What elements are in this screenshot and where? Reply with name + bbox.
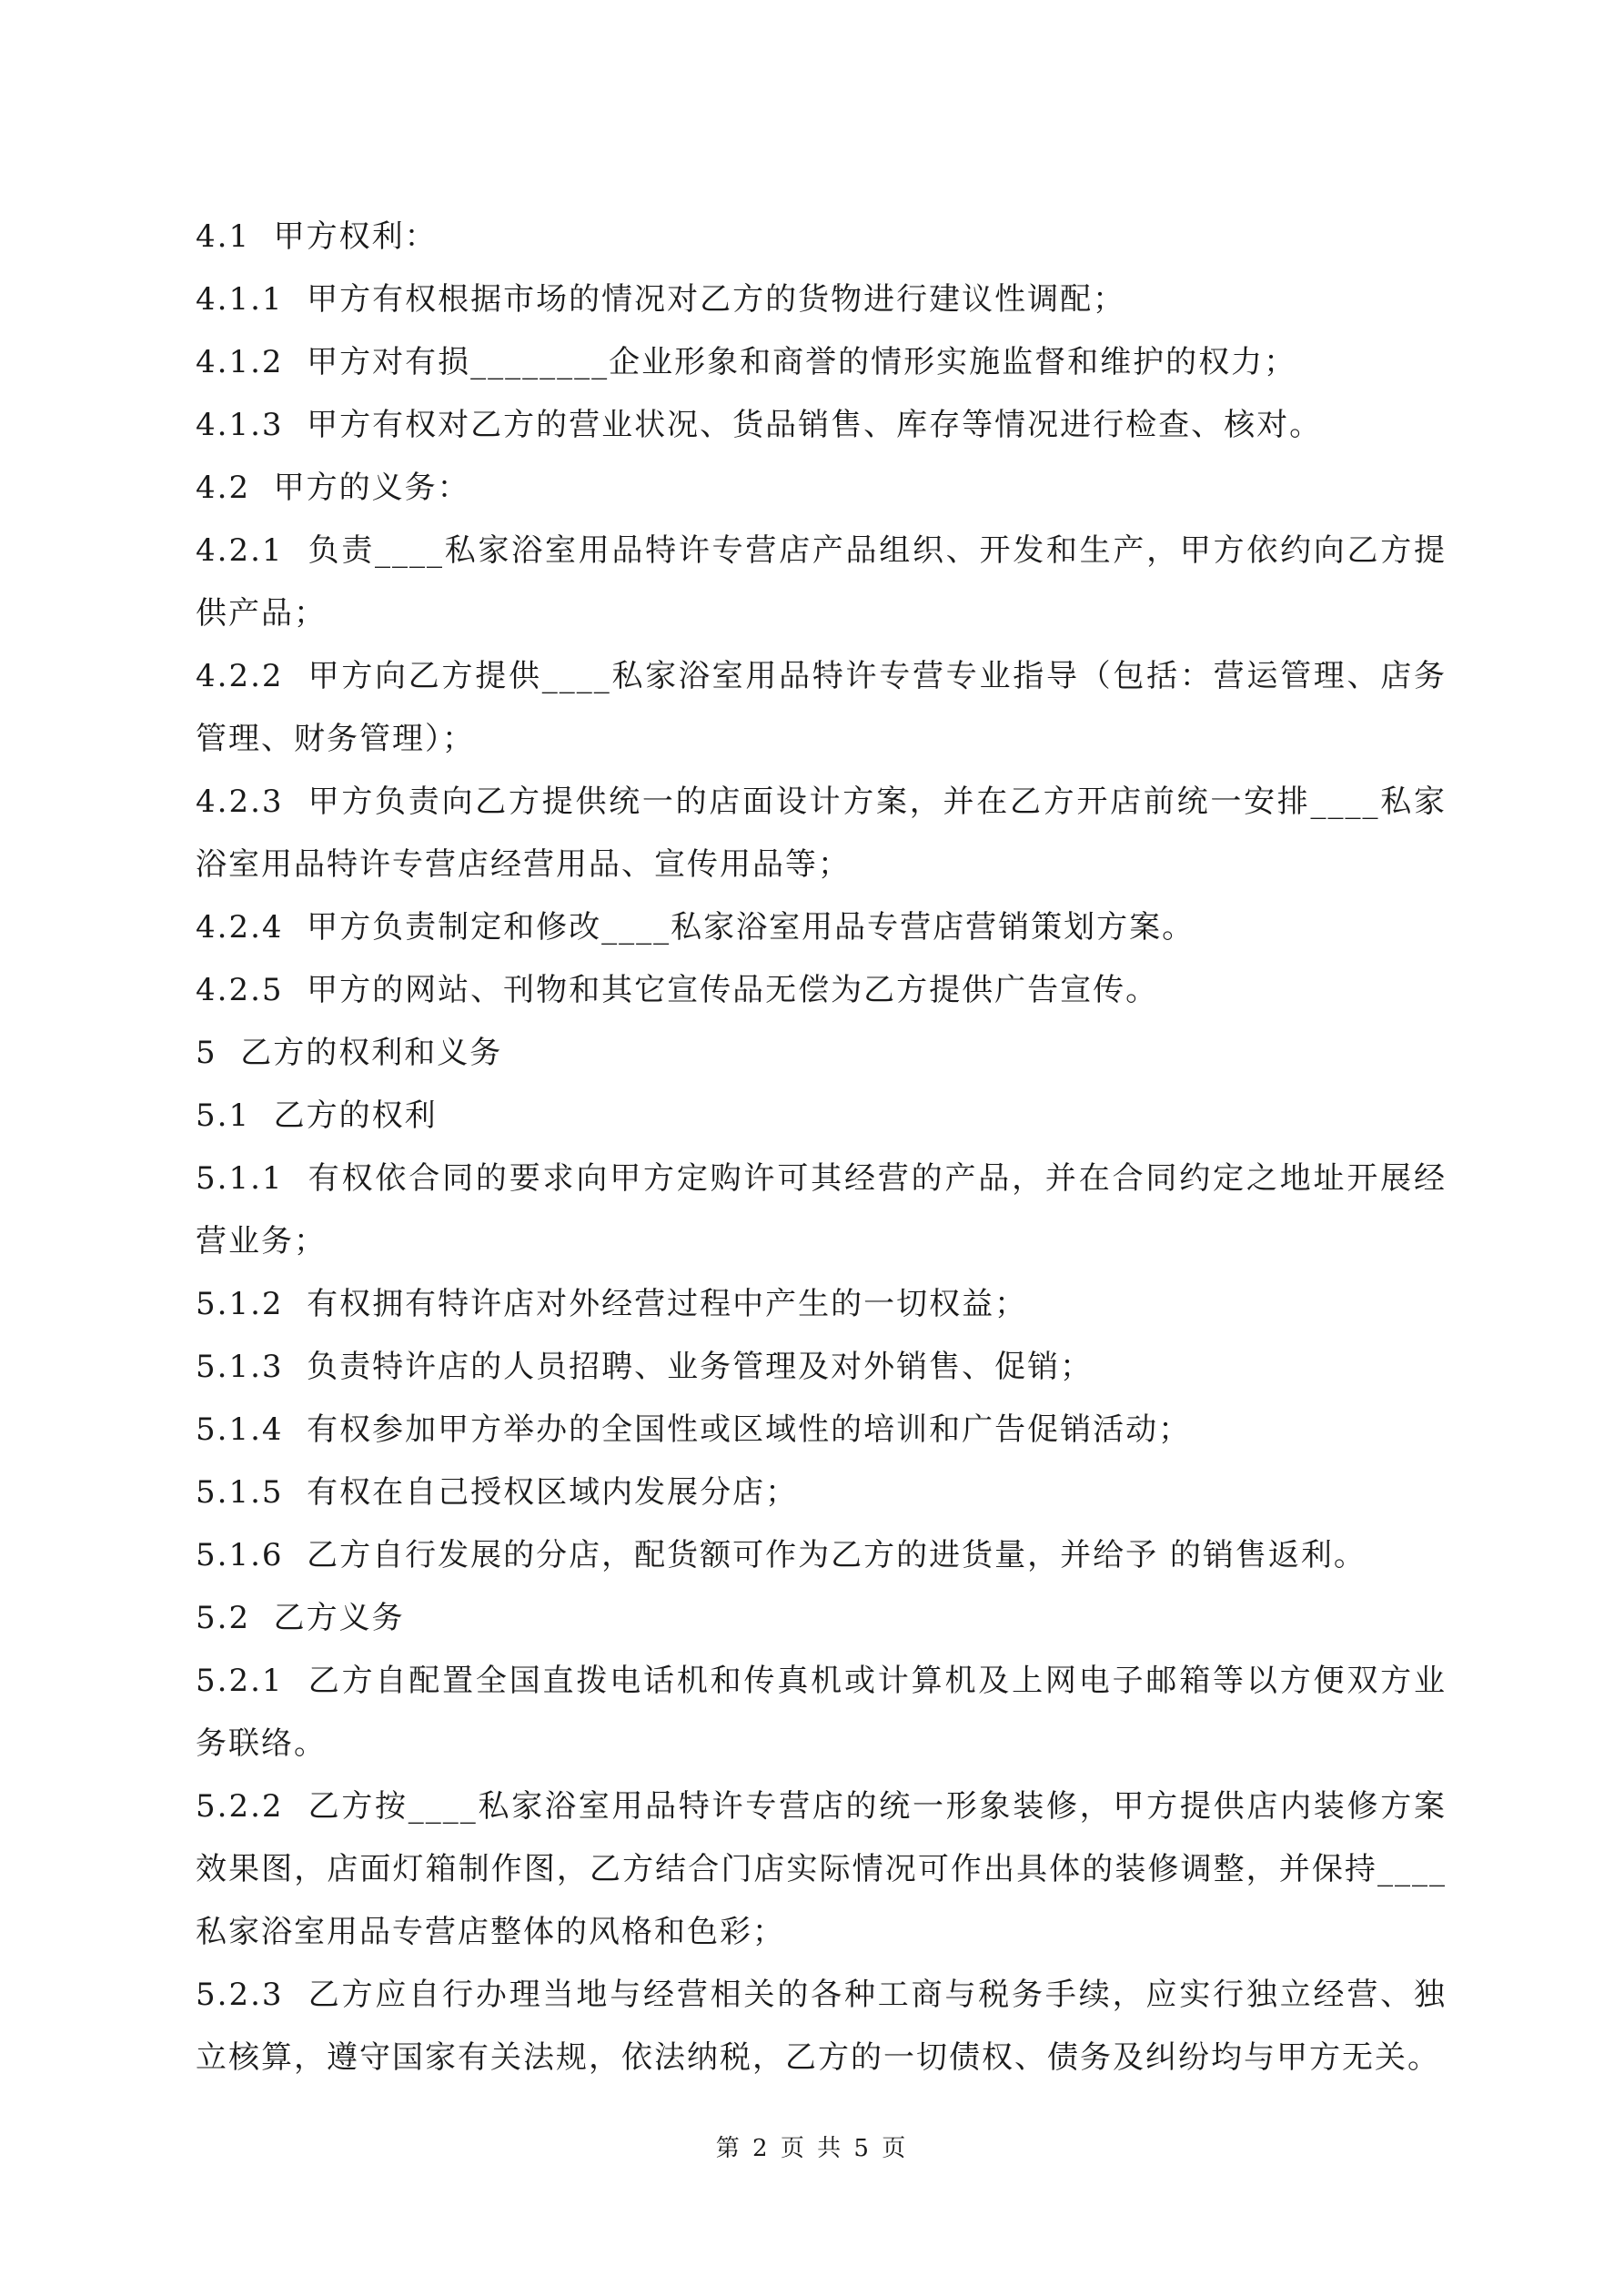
paragraph: 5.1.1 有权依合同的要求向甲方定购许可其经营的产品，并在合同约定之地址开展经营业务； bbox=[196, 1160, 1447, 1259]
paragraph: 5.2.2 乙方按____私家浴室用品特许专营店的统一形象装修，甲方提供店内装修方案效果图，店面灯箱制作图，乙方结合门店实际情况可作出具体的装修调整，并保持____私家浴室用品专营店整体的风格和色彩； bbox=[196, 1788, 1447, 1950]
paragraph: 5.1.4 有权参加甲方举办的全国性或区域性的培训和广告促销活动； bbox=[196, 1411, 1192, 1448]
paragraph: 4.2 甲方的义务： bbox=[196, 470, 470, 506]
paragraph: 4.1.3 甲方有权对乙方的营业状况、货品销售、库存等情况进行检查、核对。 bbox=[196, 407, 1323, 443]
paragraph: 5.2 乙方义务 bbox=[196, 1600, 405, 1636]
paragraph: 4.1.1 甲方有权根据市场的情况对乙方的货物进行建议性调配； bbox=[196, 281, 1126, 318]
paragraph: 4.2.2 甲方向乙方提供____私家浴室用品特许专营专业指导（包括：营运管理、店务管理、财务管理）； bbox=[196, 658, 1447, 757]
document-body bbox=[196, 206, 1447, 2089]
paragraph: 5.1 乙方的权利 bbox=[196, 1097, 438, 1134]
paragraph: 4.2.5 甲方的网站、刊物和其它宣传品无偿为乙方提供广告宣传。 bbox=[196, 972, 1159, 1008]
paragraph: 4.2.3 甲方负责向乙方提供统一的店面设计方案，并在乙方开店前统一安排____私家浴室用品特许专营店经营用品、宣传用品等； bbox=[196, 784, 1447, 883]
paragraph: 5.2.1 乙方自配置全国直拨电话机和传真机或计算机及上网电子邮箱等以方便双方业务联络。 bbox=[196, 1663, 1447, 1762]
paragraph: 4.1.2 甲方对有损________企业形象和商誉的情形实施监督和维护的权力； bbox=[196, 344, 1297, 380]
paragraph: 4.2.4 甲方负责制定和修改____私家浴室用品专营店营销策划方案。 bbox=[196, 909, 1195, 946]
paragraph: 4.2.1 负责____私家浴室用品特许专营店产品组织、开发和生产，甲方依约向乙方提供产品； bbox=[196, 532, 1447, 632]
section-heading: 5 乙方的权利和义务 bbox=[196, 1035, 503, 1071]
paragraph: 5.1.6 乙方自行发展的分店，配货额可作为乙方的进货量，并给予 的销售返利。 bbox=[196, 1537, 1367, 1573]
paragraph: 4.1 甲方权利： bbox=[196, 218, 438, 255]
page-number-footer: 第 2 页 共 5 页 bbox=[715, 2135, 909, 2162]
paragraph: 5.2.3 乙方应自行办理当地与经营相关的各种工商与税务手续，应实行独立经营、独立核算，遵守国家有关法规，依法纳税，乙方的一切债权、债务及纠纷均与甲方无关。 bbox=[196, 1977, 1447, 2076]
paragraph: 5.1.2 有权拥有特许店对外经营过程中产生的一切权益； bbox=[196, 1286, 1028, 1322]
paragraph: 5.1.3 负责特许店的人员招聘、业务管理及对外销售、促销； bbox=[196, 1349, 1094, 1385]
paragraph: 5.1.5 有权在自己授权区域内发展分店； bbox=[196, 1474, 799, 1511]
